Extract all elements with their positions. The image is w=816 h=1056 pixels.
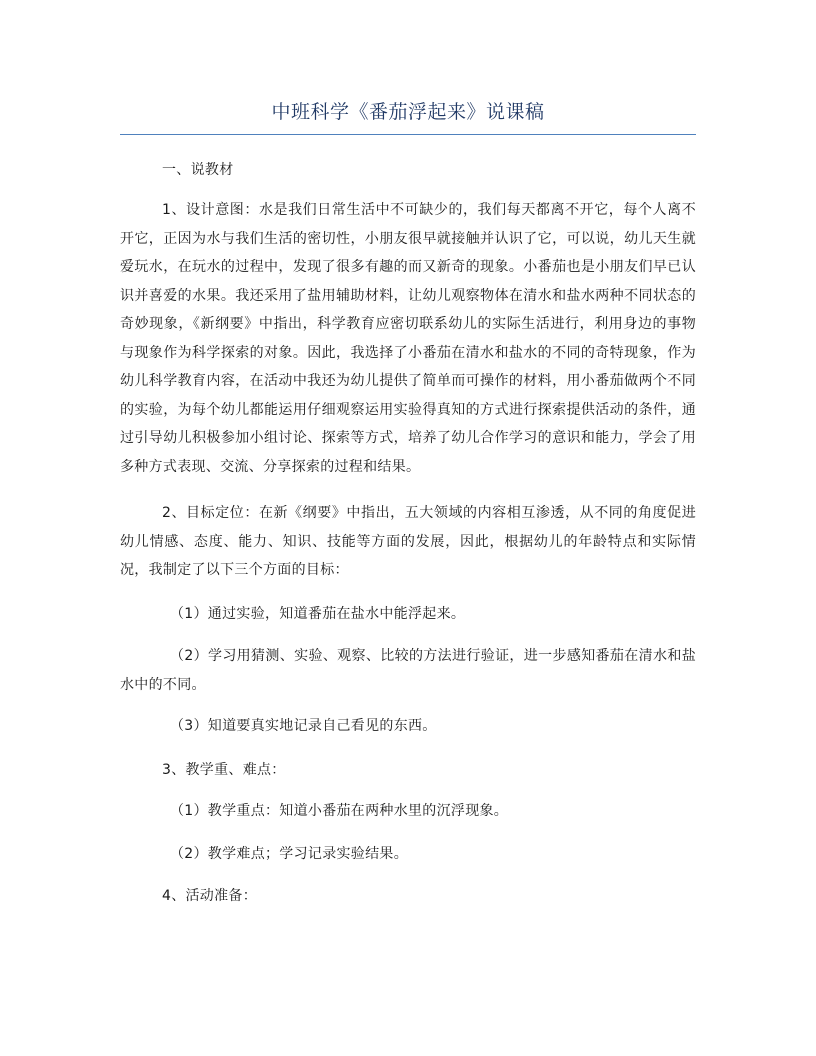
section-heading: 一、说教材 xyxy=(162,162,234,178)
preparation-heading: 4、活动准备： xyxy=(162,888,258,904)
paragraph-goal-positioning: 2、目标定位：在新《纲要》中指出，五大领域的内容相互渗透，从不同的角度促进幼儿情感、态度、能力、知识、技能等方面的发展，因此，根据幼儿的年龄特点和实际情况，我制定了以下三个方面的目标： xyxy=(120,505,696,578)
document-title: 中班科学《番茄浮起来》说课稿 xyxy=(271,101,545,123)
goal-item-2: （2）学习用猜测、实验、观察、比较的方法进行验证，进一步感知番茄在清水和盐水中的不同。 xyxy=(120,648,696,693)
title-underline xyxy=(120,134,696,135)
difficult-point-item: （2）教学难点；学习记录实验结果。 xyxy=(170,846,409,862)
paragraph-design-intent: 1、设计意图：水是我们日常生活中不可缺少的，我们每天都离不开它，每个人离不开它，正因为水与我们生活的密切性，小朋友很早就接触并认识了它，可以说，幼儿天生就爱玩水，在玩水的过程中，发现了很多有趣的而又新奇的现象。小番茄也是小朋友们早已认识并喜爱的水果。我还采用了盐用辅助材料，让幼儿观察物体在清水和盐水两种不同状态的奇妙现象，《新纲要》中指出，科学教育应密切联系幼儿的实际生活进行，利用身边的事物与现象作为科学探索的对象。因此，我选择了小番茄在清水和盐水的不同的奇特现象，作为幼儿科学教育内容，在活动中我还为幼儿提供了简单而可操作的材料，用小番茄做两个不同的实验，为每个幼儿都能运用仔细观察运用实验得真知的方式进行探索提供活动的条件，通过引导幼儿积极参加小组讨论、探索等方式，培养了幼儿合作学习的意识和能力，学会了用多种方式表现、交流、分享探索的过程和结果。 xyxy=(120,202,696,475)
goal-item-1: （1）通过实验，知道番茄在盐水中能浮起来。 xyxy=(170,606,466,622)
goal-item-3: （3）知道要真实地记录自己看见的东西。 xyxy=(170,718,437,734)
key-points-heading: 3、教学重、难点： xyxy=(162,762,286,778)
key-point-item: （1）教学重点：知道小番茄在两种水里的沉浮现象。 xyxy=(170,803,509,819)
